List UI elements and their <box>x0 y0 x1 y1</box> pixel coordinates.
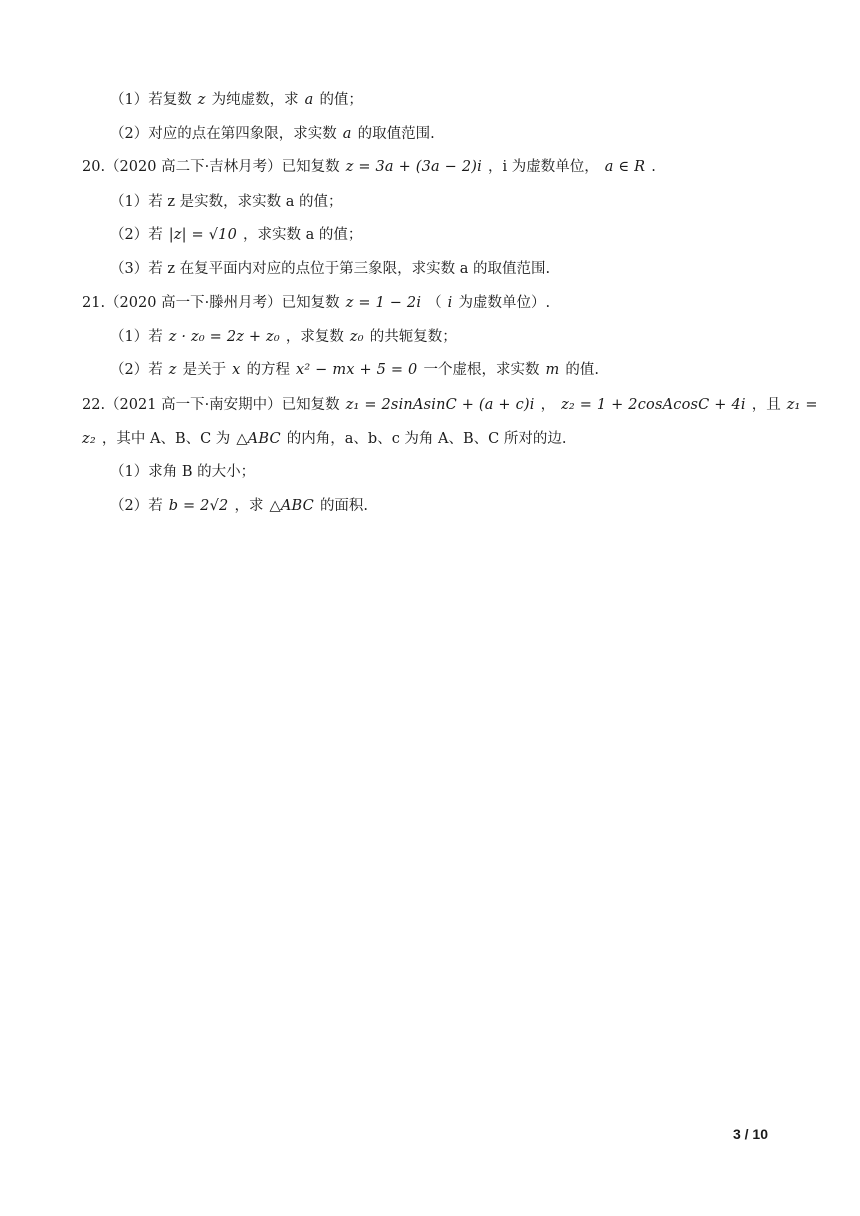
math: |z| = √10 <box>168 227 238 243</box>
math: z₂ = 1 + 2cosAcosC + 4i <box>561 397 746 413</box>
q22-part1: （1）求角 B 的大小； <box>110 464 256 480</box>
q21-part2 <box>110 360 599 380</box>
math: z = 3a + (3a − 2)i <box>345 159 482 175</box>
text: （2）若 <box>110 227 163 243</box>
q20-stem <box>82 157 656 177</box>
math: △ABC <box>236 431 281 447</box>
text: （2）若 <box>110 362 163 378</box>
math: z <box>197 92 206 108</box>
text: 的值. <box>565 362 600 378</box>
text: 的共轭复数； <box>369 329 457 345</box>
text: 的面积. <box>319 498 369 514</box>
math: a ∈ R <box>604 159 646 175</box>
q20-part2 <box>110 225 362 245</box>
q22-stem-line2 <box>82 429 566 449</box>
q19-part2 <box>110 124 435 144</box>
math: a <box>304 92 314 108</box>
math: z · z₀ = 2z + z₀ <box>168 329 280 345</box>
q20-part1: （1）若 z 是实数，求实数 a 的值； <box>110 194 343 210</box>
text: 是关于 <box>182 362 227 378</box>
text: 为虚数单位）. <box>458 295 551 311</box>
text: （2）对应的点在第四象限，求实数 <box>110 126 337 142</box>
text: 的取值范围. <box>357 126 435 142</box>
math: z <box>168 362 177 378</box>
text: 20.（2020 高二下·吉林月考）已知复数 <box>82 159 340 175</box>
q20-part3: （3）若 z 在复平面内对应的点位于第三象限，求实数 a 的取值范围. <box>110 261 551 277</box>
math: △ABC <box>269 498 314 514</box>
math: z = 1 − 2i <box>345 295 422 311</box>
math: x² − mx + 5 = 0 <box>295 362 418 378</box>
text: ，求复数 <box>285 329 344 345</box>
text: （ <box>427 295 442 311</box>
text: . <box>651 159 656 175</box>
q21-part1 <box>110 327 457 347</box>
math: z₁ = <box>786 397 818 413</box>
page-number: 3 / 10 <box>732 1126 768 1142</box>
text: 21.（2020 高一下·滕州月考）已知复数 <box>82 295 340 311</box>
q19-part1 <box>110 90 363 110</box>
math: i <box>447 295 453 311</box>
text: 的方程 <box>246 362 290 378</box>
text: 一个虚根，求实数 <box>423 362 540 378</box>
text: ， <box>540 397 556 413</box>
math: z₀ <box>349 329 364 345</box>
q22-stem-line1 <box>82 395 818 415</box>
math: m <box>545 362 560 378</box>
text: ，求实数 a 的值； <box>243 227 363 243</box>
text: 为纯虚数，求 <box>211 92 299 108</box>
math: b = 2√2 <box>168 498 229 514</box>
math: z₂ <box>82 431 96 447</box>
text: ，且 <box>751 397 781 413</box>
text: 的值； <box>319 92 363 108</box>
text: ，求 <box>234 498 264 514</box>
math: x <box>232 362 241 378</box>
text: （1）若复数 <box>110 92 192 108</box>
q22-part2 <box>110 496 368 516</box>
text: 的内角，a、b、c 为角 A、B、C 所对的边. <box>286 431 567 447</box>
text: （1）若 <box>110 329 163 345</box>
math: z₁ = 2sinAsinC + (a + c)i <box>345 397 535 413</box>
text: ，i 为虚数单位， <box>487 159 599 175</box>
math: a <box>342 126 352 142</box>
text: ，其中 A、B、C 为 <box>101 431 231 447</box>
q21-stem <box>82 293 550 313</box>
text: 22.（2021 高一下·南安期中）已知复数 <box>82 397 340 413</box>
text: （2）若 <box>110 498 163 514</box>
